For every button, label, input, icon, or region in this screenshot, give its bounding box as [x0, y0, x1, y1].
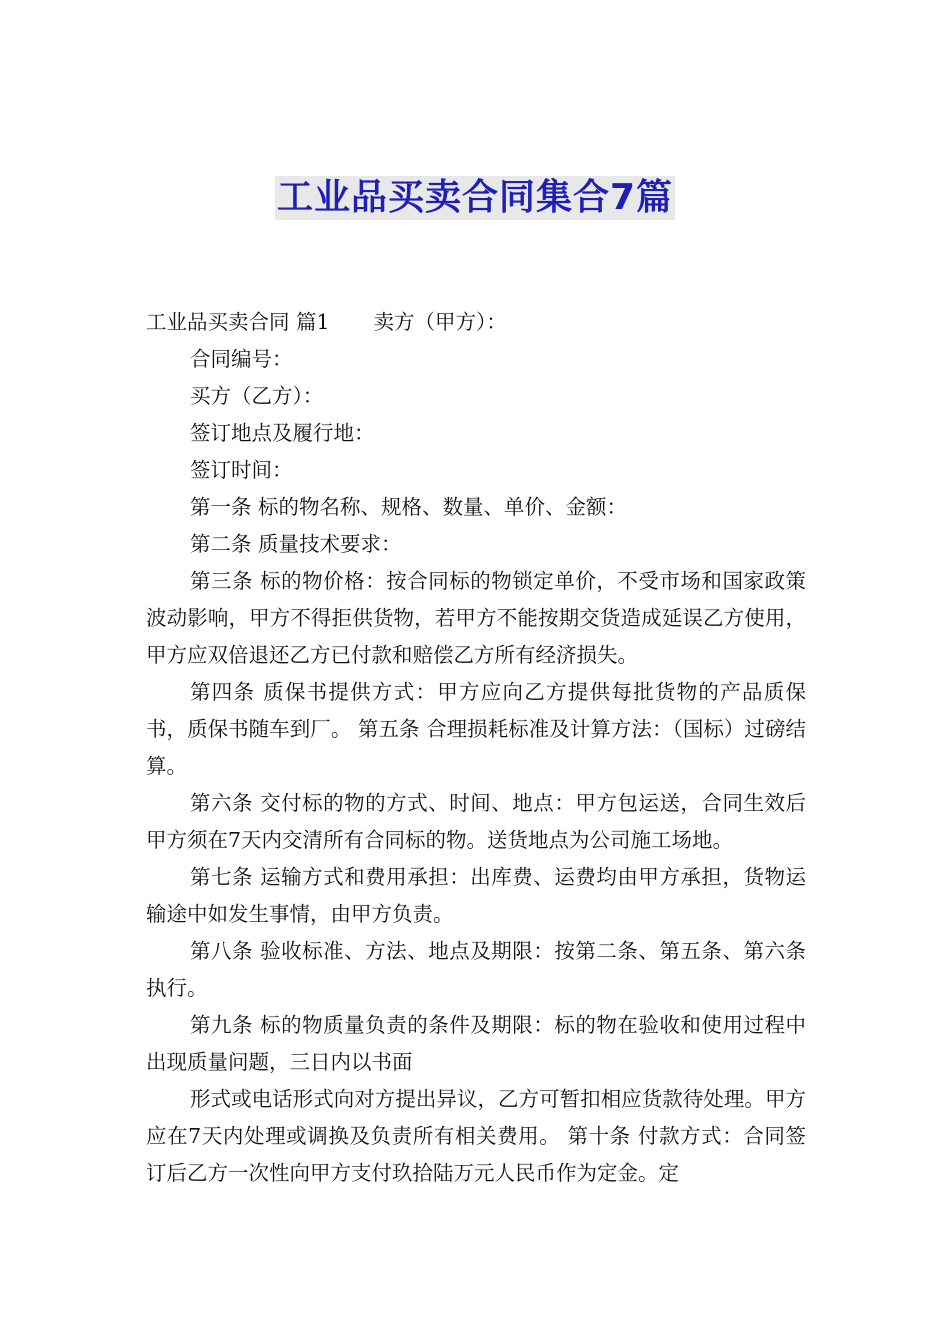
article-9: 第九条 标的物质量负责的条件及期限：标的物在验收和使用过程中出现质量问题，三日内以书面 — [146, 1013, 806, 1074]
article-3: 第三条 标的物价格：按合同标的物锁定单价，不受市场和国家政策波动影响，甲方不得拒供货物，若甲方不能按期交货造成延误乙方使用，甲方应双倍退还乙方已付款和赔偿乙方所有经济损失。 — [146, 569, 806, 667]
buyer-field: 买方（乙方）： — [190, 384, 324, 408]
article-7: 第七条 运输方式和费用承担：出库费、运费均由甲方承担，货物运输途中如发生事情，由甲方负责。 — [146, 865, 806, 926]
article-6: 第六条 交付标的物的方式、时间、地点：甲方包运送，合同生效后甲方须在7天内交清所有合同标的物。送货地点为公司施工场地。 — [146, 791, 806, 852]
article-2: 第二条 质量技术要求： — [190, 532, 402, 556]
signing-place-field: 签订地点及履行地： — [190, 421, 375, 445]
section-heading: 工业品买卖合同 篇1 — [146, 310, 330, 334]
article-4-5: 第四条 质保书提供方式：甲方应向乙方提供每批货物的产品质保书，质保书随车到厂。 第五条 合理损耗标准及计算方法：（国标）过磅结算。 — [146, 680, 806, 778]
document-title: 工业品买卖合同集合7篇 — [276, 177, 674, 218]
seller-field-label: 卖方（甲方）： — [373, 310, 507, 334]
document-body — [146, 304, 806, 1192]
contract-number-field: 合同编号： — [190, 347, 293, 371]
article-1: 第一条 标的物名称、规格、数量、单价、金额： — [190, 495, 628, 519]
article-9-continued: 形式或电话形式向对方提出异议，乙方可暂扣相应货款待处理。甲方应在7天内处理或调换及负责所有相关费用。 第十条 付款方式：合同签订后乙方一次性向甲方支付玖拾陆万元人民币作为定金。定 — [146, 1087, 806, 1185]
title-container — [0, 176, 950, 220]
article-8: 第八条 验收标准、方法、地点及期限：按第二条、第五条、第六条执行。 — [146, 939, 806, 1000]
section-heading-line — [146, 304, 806, 341]
signing-time-field: 签订时间： — [190, 458, 293, 482]
